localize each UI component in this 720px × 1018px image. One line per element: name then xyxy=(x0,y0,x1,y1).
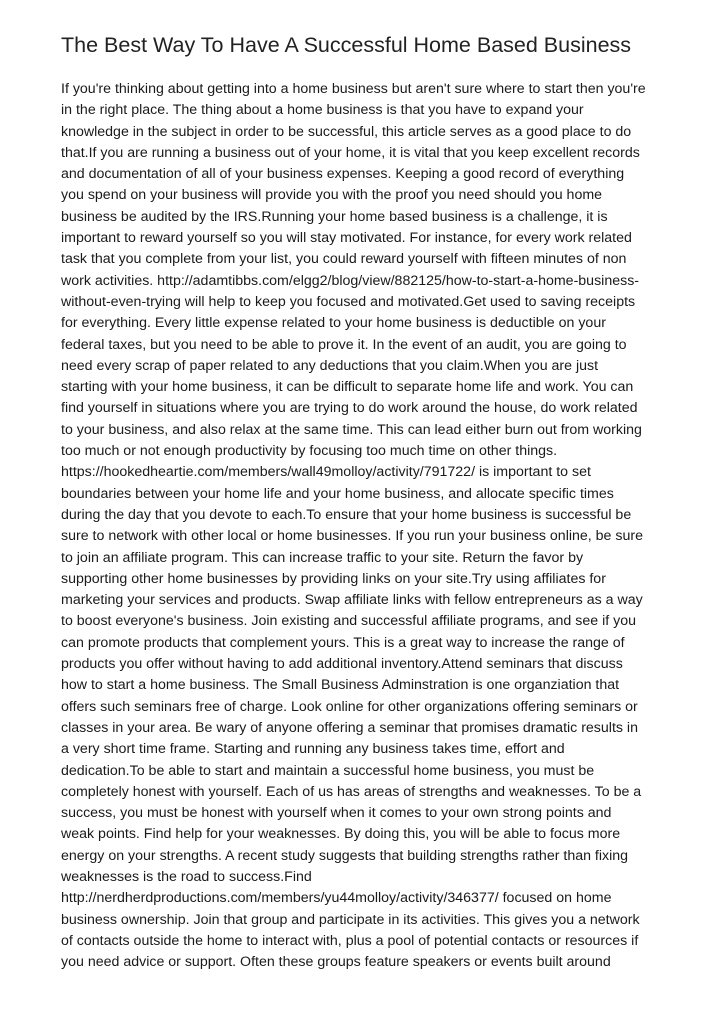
body-text-line: for everything. Every little expense related to your home business is deductible on your xyxy=(61,315,606,332)
body-text-line: without-even-trying will help to keep you focused and motivated.Get used to saving receipts xyxy=(61,293,636,310)
body-text-line: https://hookedheartie.com/members/wall49molloy/activity/791722/ is important to set xyxy=(61,464,591,481)
body-text-line: need every scrap of paper related to any deductions that you claim.When you are just xyxy=(61,357,599,374)
body-text-line: too much or not enough productivity by focusing too much time on other things. xyxy=(61,443,558,460)
body-text-line: sure to network with other local or home businesses. If you run your business online, be sure xyxy=(61,528,643,545)
body-text-line: how to start a home business. The Small Business Adminstration is one organziation that xyxy=(61,677,620,694)
body-text-line: important to reward yourself so you will stay motivated. For instance, for every work related xyxy=(61,230,632,247)
body-text-line: weaknesses is the road to success.Find xyxy=(61,868,312,885)
body-text-line: find yourself in situations where you are trying to do work around the house, do work related xyxy=(61,400,638,417)
body-text-line: marketing your services and products. Swap affiliate links with fellow entrepreneurs as a way xyxy=(61,592,643,609)
body-text-line: classes in your area. Be wary of anyone offering a seminar that promises dramatic results in xyxy=(61,719,638,736)
body-text-line: knowledge in the subject in order to be successful, this article serves as a good place to do xyxy=(61,123,632,140)
body-text-line: you spend on your business will provide you with the proof you need should you home xyxy=(61,187,603,204)
body-text-line: offers such seminars free of charge. Look online for other organizations offering seminars or xyxy=(61,698,638,715)
body-text-line: starting with your home business, it can be difficult to separate home life and work. You can xyxy=(61,379,634,396)
body-text-line: If you're thinking about getting into a home business but aren't sure where to start then you're xyxy=(61,81,646,97)
body-text-line: business ownership. Join that group and participate in its activities. This gives you a network xyxy=(61,911,640,928)
body-text-line: energy on your strengths. A recent study suggests that building strengths rather than fixing xyxy=(61,847,629,864)
body-text-line: to join an affiliate program. This can increase traffic to your site. Return the favor by xyxy=(61,549,584,566)
body-text-line: http://nerdherdproductions.com/members/yu44molloy/activity/346377/ focused on home xyxy=(61,890,612,907)
body-text-line: boundaries between your home life and your home business, and allocate specific times xyxy=(61,485,614,502)
body-text-line: of contacts outside the home to interact with, plus a pool of potential contacts or resources if xyxy=(61,932,639,949)
body-text-line: during the day that you devote to each.To ensure that your home business is successful be xyxy=(61,506,632,523)
body-text-line: you need advice or support. Often these groups feature speakers or events built around xyxy=(61,954,611,971)
article-body xyxy=(61,79,661,973)
body-text-line: products you offer without having to add additional inventory.Attend seminars that discuss xyxy=(61,656,623,673)
body-text-line: and documentation of all of your business expenses. Keeping a good record of everything xyxy=(61,166,625,183)
body-text-line: work activities. http://adamtibbs.com/elgg2/blog/view/882125/how-to-start-a-home-business- xyxy=(61,272,640,289)
body-text-line: supporting other home businesses by providing links on your site.Try using affiliates for xyxy=(61,570,606,587)
body-text-line: success, you must be honest with yourself when it comes to your own strong points and xyxy=(61,805,612,822)
body-text-line: that.If you are running a business out of your home, it is vital that you keep excellent records xyxy=(61,144,640,161)
body-text-line: to boost everyone's business. Join existing and successful affiliate programs, and see if you xyxy=(61,613,636,630)
body-text-line: to your business, and also relax at the same time. This can lead either burn out from working xyxy=(61,421,642,438)
document-title: The Best Way To Have A Successful Home Based Business xyxy=(61,33,632,57)
body-text-line: task that you complete from your list, you could reward yourself with fifteen minutes of non xyxy=(61,251,627,268)
body-text-line: business be audited by the IRS.Running your home based business is a challenge, it is xyxy=(61,208,608,225)
body-text-line: dedication.To be able to start and maintain a successful home business, you must be xyxy=(61,762,595,779)
body-text-line: in the right place. The thing about a home business is that you have to expand your xyxy=(61,102,584,119)
body-text-line: weak points. Find help for your weaknesses. By doing this, you will be able to focus more xyxy=(61,826,621,843)
body-text-line: federal taxes, but you need to be able to prove it. In the event of an audit, you are going to xyxy=(61,336,627,353)
body-text-line: can promote products that complement yours. This is a great way to increase the range of xyxy=(61,634,625,651)
body-text-line: a very short time frame. Starting and running any business takes time, effort and xyxy=(61,741,565,758)
body-text-line: completely honest with yourself. Each of us has areas of strengths and weaknesses. To be a xyxy=(61,783,642,800)
